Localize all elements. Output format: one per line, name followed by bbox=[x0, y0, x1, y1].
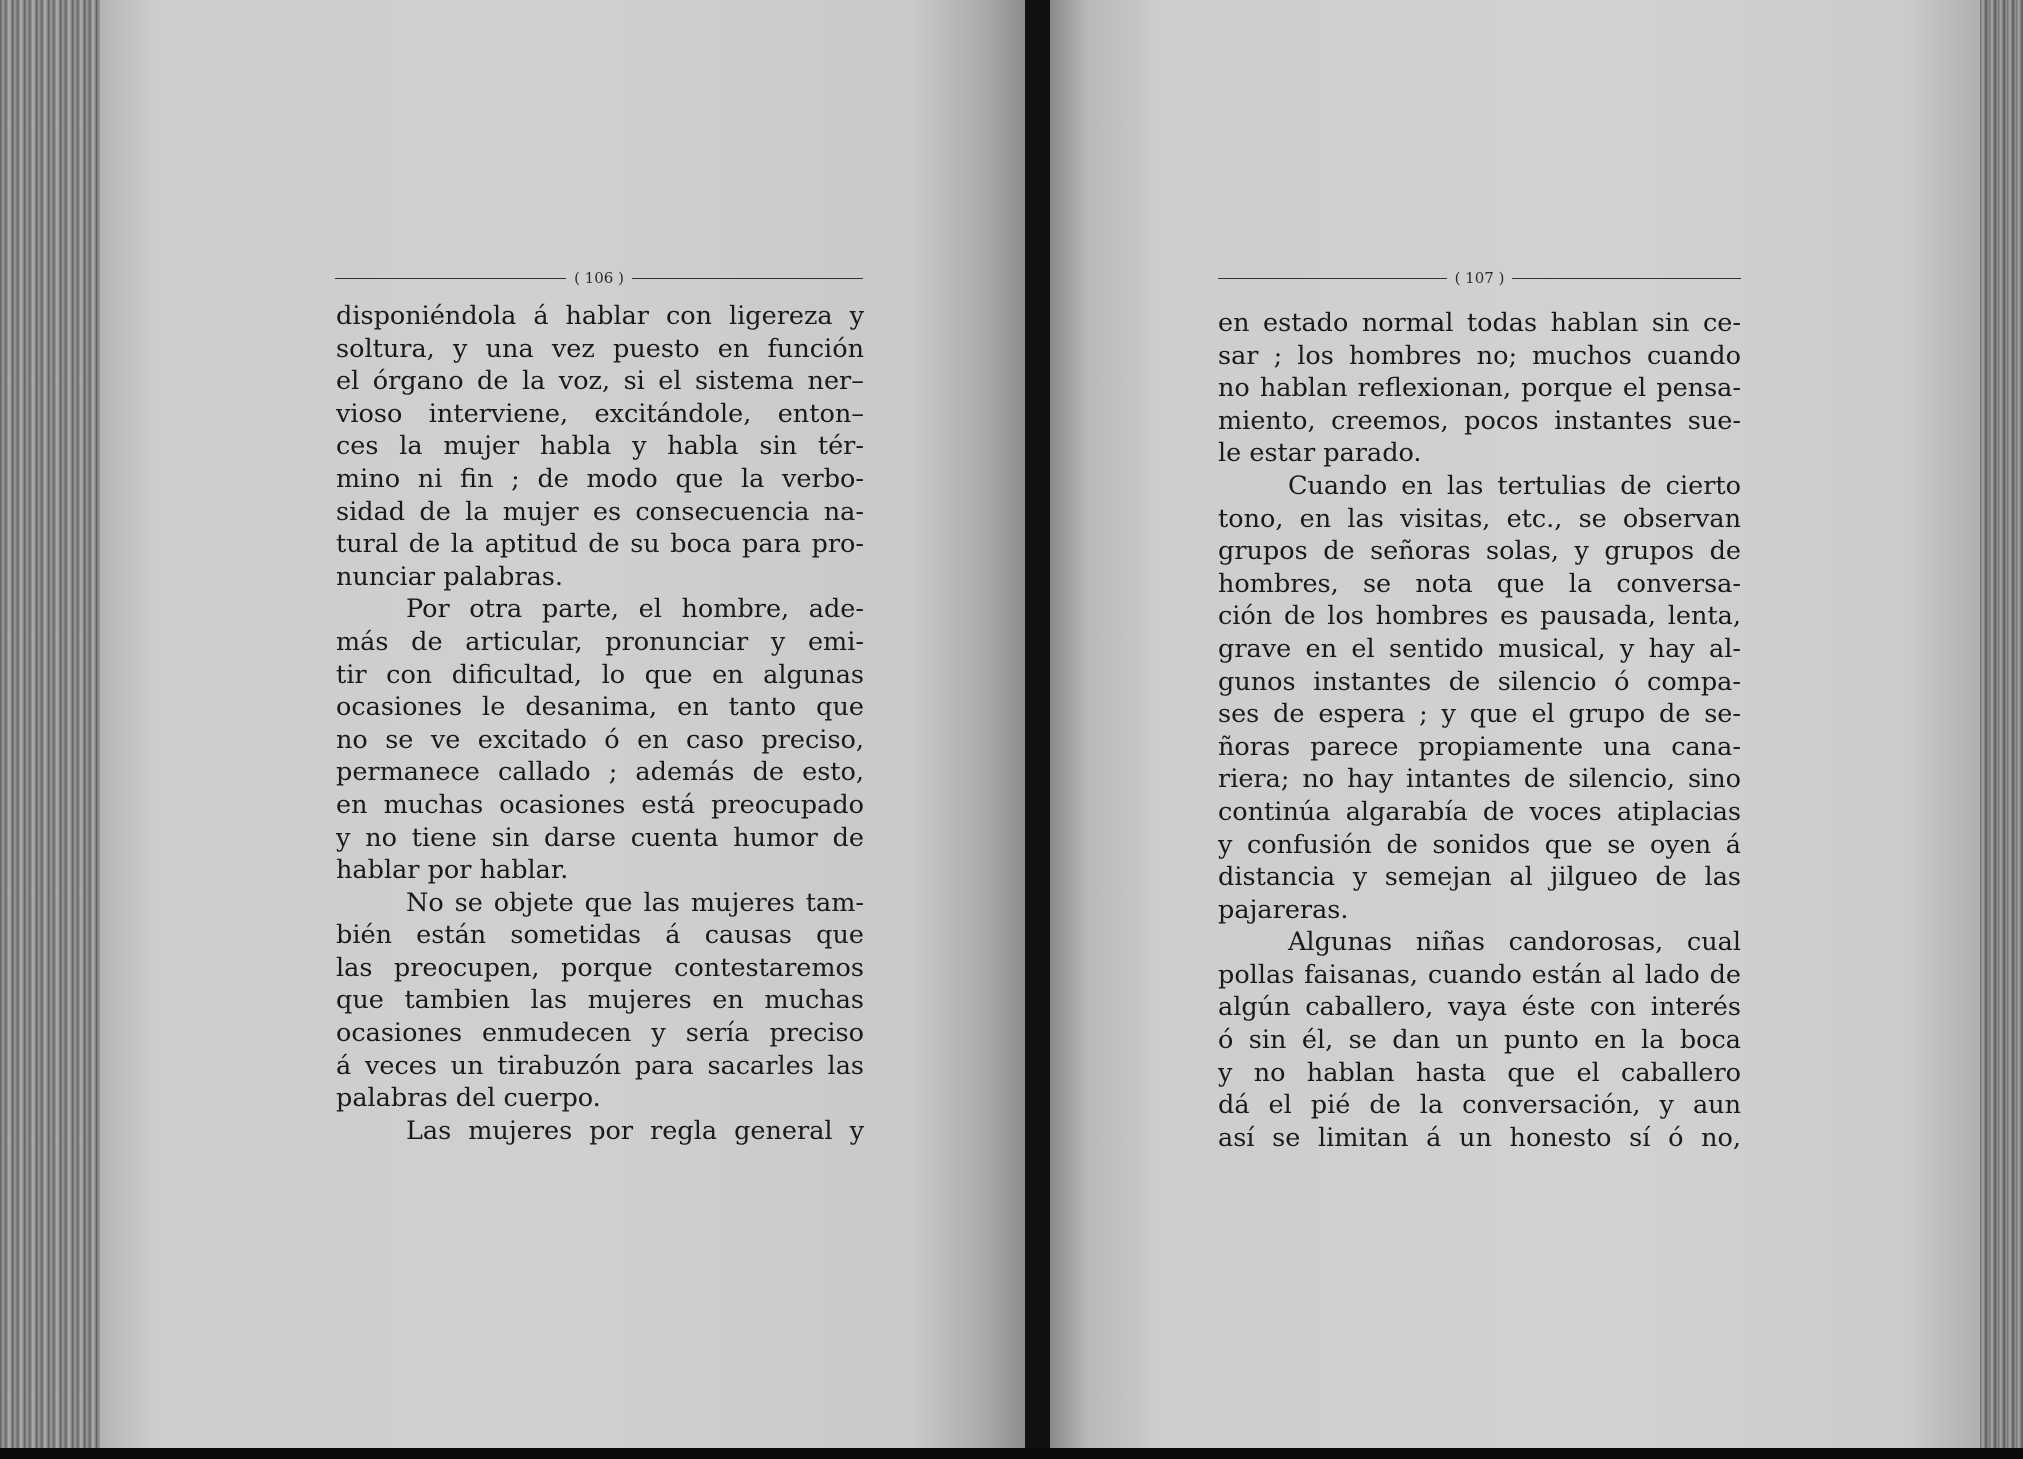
text-line: hablar por hablar. bbox=[336, 855, 569, 886]
text-line: no se ve excitado ó en caso preciso, bbox=[336, 724, 864, 755]
text-line: gunos instantes de silencio ó compa- bbox=[1218, 666, 1741, 697]
scan-bottom-band bbox=[0, 1448, 2023, 1459]
text-line: le estar parado. bbox=[1218, 438, 1422, 469]
text-line: ción de los hombres es pausada, lenta, bbox=[1218, 601, 1741, 632]
book-gutter bbox=[1025, 0, 1050, 1459]
text-line: bién están sometidas á causas que bbox=[336, 920, 864, 951]
header-rule-right bbox=[1512, 278, 1741, 279]
text-line: palabras del cuerpo. bbox=[336, 1083, 601, 1114]
text-line: á veces un tirabuzón para sacarles las bbox=[336, 1050, 864, 1081]
text-line: en estado normal todas hablan sin ce- bbox=[1218, 308, 1741, 338]
text-line: soltura, y una vez puesto en función bbox=[336, 333, 864, 364]
text-line: ces la mujer habla y habla sin tér- bbox=[336, 431, 864, 462]
text-line: ses de espera ; y que el grupo de se- bbox=[1218, 699, 1741, 730]
text-line: sar ; los hombres no; muchos cuando bbox=[1218, 340, 1741, 371]
text-line: vioso interviene, excitándole, enton– bbox=[336, 398, 864, 429]
left-page-text bbox=[336, 300, 864, 1147]
text-line: Las mujeres por regla general y bbox=[406, 1115, 864, 1146]
text-line: tono, en las visitas, etc., se observan bbox=[1218, 503, 1741, 534]
text-line: continúa algarabía de voces atiplacias bbox=[1218, 796, 1741, 827]
text-line: Cuando en las tertulias de cierto bbox=[1288, 470, 1741, 501]
text-line: No se objete que las mujeres tam- bbox=[406, 887, 864, 918]
text-line: el órgano de la voz, si el sistema ner– bbox=[336, 366, 864, 397]
text-line: disponiéndola á hablar con ligereza y bbox=[336, 301, 864, 331]
text-line: Por otra parte, el hombre, ade- bbox=[406, 594, 864, 625]
text-line: ocasiones enmudecen y sería preciso bbox=[336, 1018, 864, 1049]
text-line: grave en el sentido musical, y hay al- bbox=[1218, 633, 1741, 664]
text-line: algún caballero, vaya éste con interés bbox=[1218, 992, 1741, 1023]
text-line: tural de la aptitud de su boca para pro- bbox=[336, 529, 864, 560]
page-number-107: ( 107 ) bbox=[1454, 269, 1505, 287]
header-rule-left bbox=[1218, 278, 1447, 279]
text-line: dá el pié de la conversación, y aun bbox=[1218, 1090, 1741, 1121]
text-line: Algunas niñas candorosas, cual bbox=[1288, 927, 1741, 958]
book-left-edge bbox=[0, 0, 115, 1459]
text-line: ocasiones le desanima, en tanto que bbox=[336, 692, 864, 723]
text-line: permanece callado ; además de esto, bbox=[336, 757, 864, 788]
page-number-106: ( 106 ) bbox=[574, 269, 624, 287]
text-line: sidad de la mujer es consecuencia na- bbox=[336, 496, 864, 527]
text-line: pollas faisanas, cuando están al lado de bbox=[1218, 959, 1741, 990]
right-page-text bbox=[1218, 307, 1741, 1154]
text-line: ó sin él, se dan un punto en la boca bbox=[1218, 1025, 1741, 1056]
text-line: hombres, se nota que la conversa- bbox=[1218, 568, 1741, 599]
header-rule-right bbox=[632, 278, 863, 279]
text-line: las preocupen, porque contestaremos bbox=[336, 952, 864, 983]
text-line: así se limitan á un honesto sí ó no, bbox=[1218, 1122, 1741, 1153]
text-line: y no hablan hasta que el caballero bbox=[1218, 1057, 1741, 1088]
header-rule-left bbox=[335, 278, 566, 279]
text-line: no hablan reflexionan, porque el pensa- bbox=[1218, 373, 1741, 404]
left-page-header bbox=[335, 268, 863, 288]
text-line: distancia y semejan al jilgueo de las bbox=[1218, 862, 1741, 893]
text-line: ñoras parece propiamente una cana- bbox=[1218, 731, 1741, 762]
text-line: y confusión de sonidos que se oyen á bbox=[1218, 829, 1741, 860]
text-line: más de articular, pronunciar y emi- bbox=[336, 626, 864, 657]
text-line: en muchas ocasiones está preocupado bbox=[336, 789, 864, 820]
text-line: y no tiene sin darse cuenta humor de bbox=[336, 822, 864, 853]
book-right-edge bbox=[1980, 0, 2023, 1459]
right-page-header bbox=[1218, 268, 1741, 288]
text-line: mino ni fin ; de modo que la verbo- bbox=[336, 463, 864, 494]
text-line: tir con dificultad, lo que en algunas bbox=[336, 659, 864, 690]
text-line: grupos de señoras solas, y grupos de bbox=[1218, 536, 1741, 567]
text-line: pajareras. bbox=[1218, 894, 1349, 925]
text-line: miento, creemos, pocos instantes sue- bbox=[1218, 405, 1741, 436]
text-line: nunciar palabras. bbox=[336, 561, 563, 592]
text-line: que tambien las mujeres en muchas bbox=[336, 985, 864, 1016]
text-line: riera; no hay intantes de silencio, sino bbox=[1218, 764, 1741, 795]
